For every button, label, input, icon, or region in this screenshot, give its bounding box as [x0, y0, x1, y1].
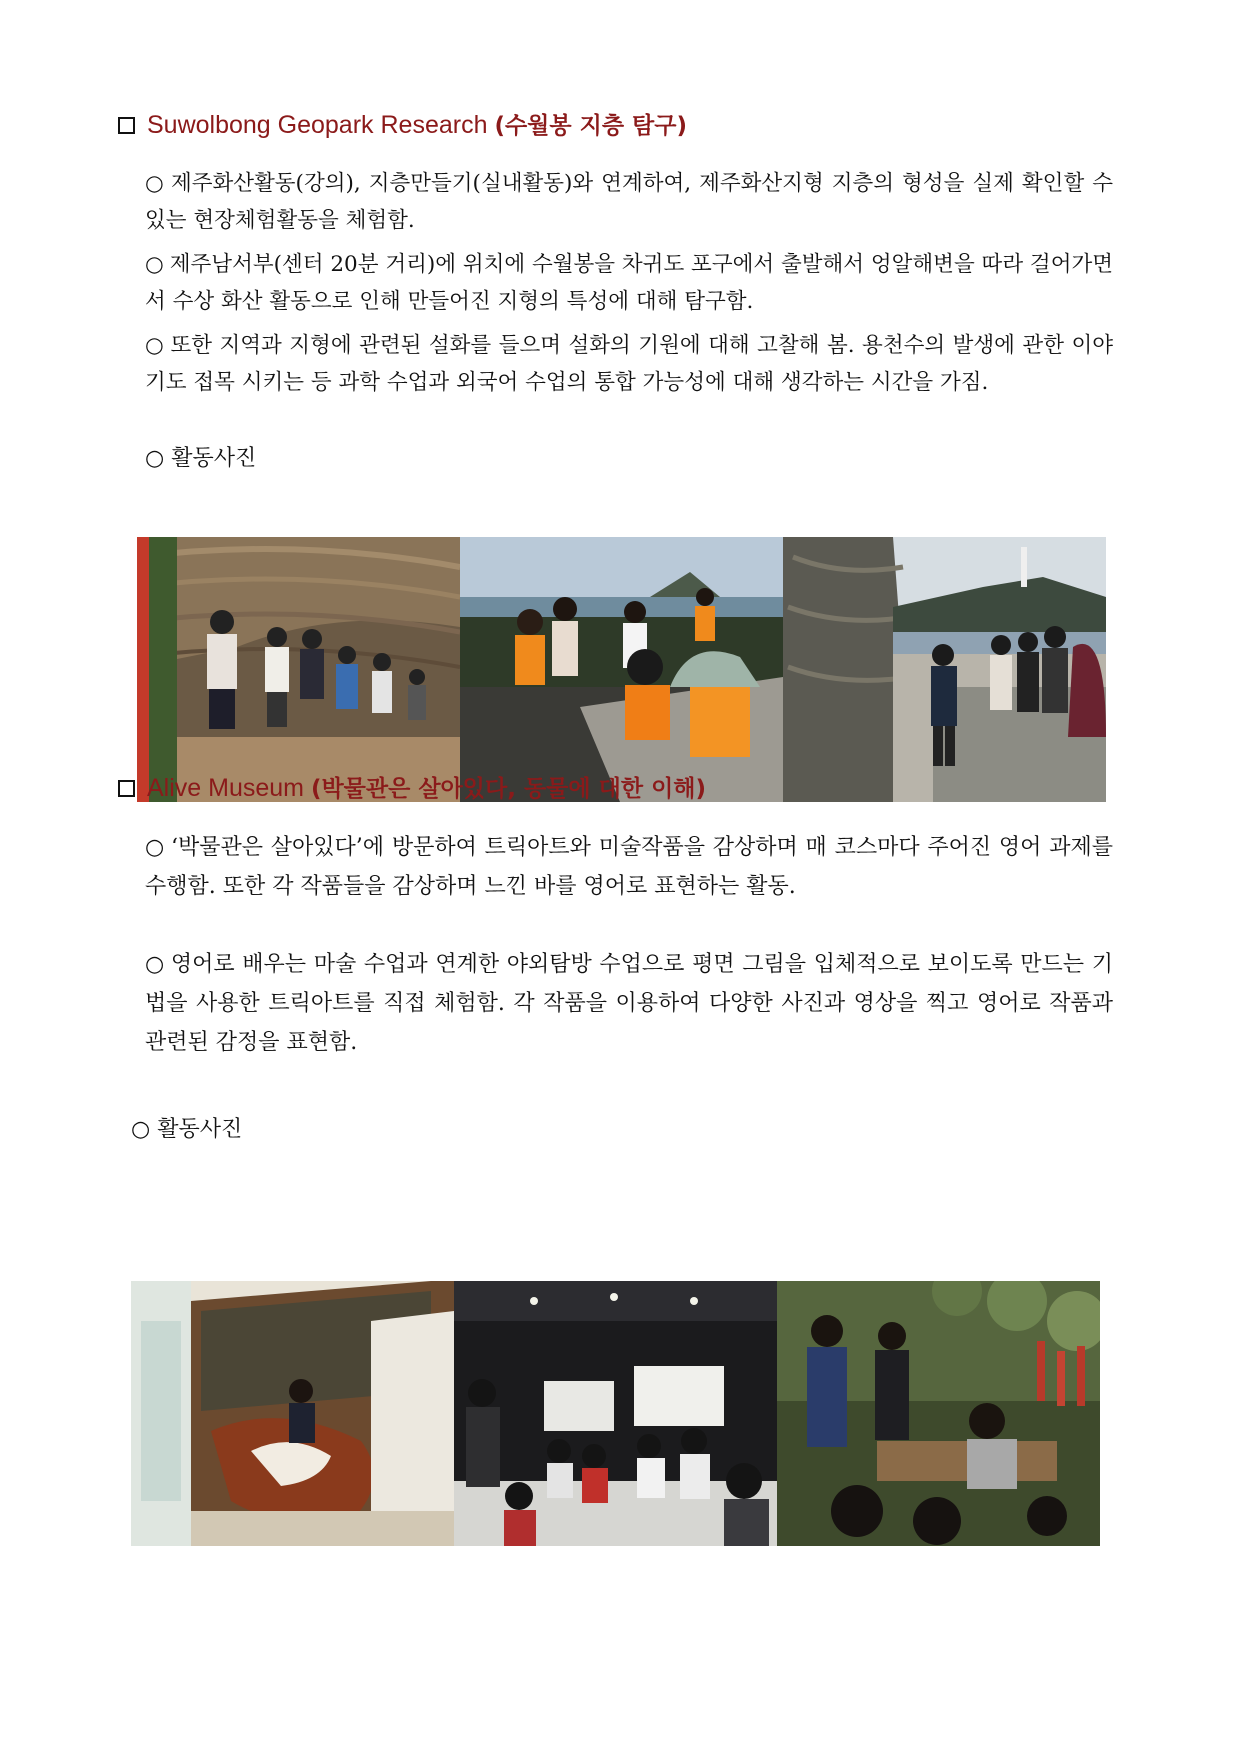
paragraph-text: 영어로 배우는 마술 수업과 연계한 야외탐방 수업으로 평면 그림을 입체적으로 보이도록 만드는 기법을 사용한 트릭아트를 직접 체험함. 각 작품을 이용하여 다양한 사진과 영상을 찍고 영어로 작품과 관련된 감정을 표현함. [145, 952, 1113, 1055]
section-1-photo-row [137, 537, 1106, 802]
photo-label-text: 활동사진 [171, 446, 257, 471]
photo-rocks-students [460, 537, 783, 802]
section-1-title-ko: (수월봉 지층 탐구) [494, 113, 688, 139]
photo-label-text: 활동사진 [157, 1117, 243, 1142]
bullet-icon: ○ [131, 1117, 151, 1142]
paragraph-text: 또한 지역과 지형에 관련된 설화를 들으며 설화의 기원에 대해 고찰해 봄. 용천수의 발생에 관한 이야기도 접목 시키는 등 과학 수업과 외국어 수업의 통합 가능성에 대해 생각하는 시간을 가짐. [145, 333, 1114, 395]
photo-dark-room-students [454, 1281, 777, 1546]
section-2-photo-label [131, 1112, 242, 1143]
checkbox-square-icon [118, 117, 135, 134]
photo-teacher-coast [783, 537, 1106, 802]
section-2-paragraph-2 [145, 945, 1113, 1062]
bullet-icon: ○ [145, 952, 165, 977]
section-1-paragraph-1 [145, 165, 1113, 239]
section-1-paragraph-3 [145, 327, 1113, 401]
section-2-title-ko: (박물관은 살아있다, 동물에 대한 이해) [310, 776, 707, 802]
section-2-title-en: Alive Museum [147, 774, 304, 802]
paragraph-text: 제주화산활동(강의), 지층만들기(실내활동)와 연계하여, 제주화산지형 지층의 형성을 실제 확인할 수 있는 현장체험활동을 체험함. [145, 171, 1113, 233]
photo-trick-art-bull [131, 1281, 454, 1546]
section-2-title [118, 770, 706, 803]
section-1-title-en: Suwolbong Geopark Research [147, 111, 488, 139]
checkbox-square-icon [118, 780, 135, 797]
section-1-photo-label [145, 441, 256, 472]
bullet-icon: ○ [145, 835, 165, 860]
paragraph-text: 제주남서부(센터 20분 거리)에 위치에 수월봉을 차귀도 포구에서 출발해서 엉알해변을 따라 걸어가면서 수상 화산 활동으로 인해 만들어진 지형의 특성에 대해 탐구함. [145, 252, 1114, 314]
bullet-icon: ○ [145, 333, 165, 358]
photo-cliff-students [137, 537, 460, 802]
section-2-paragraph-1 [145, 828, 1113, 906]
bullet-icon: ○ [145, 446, 165, 471]
section-1-paragraph-2 [145, 246, 1113, 320]
bullet-icon: ○ [145, 171, 165, 196]
section-1-title [118, 107, 687, 140]
paragraph-text: ‘박물관은 살아있다’에 방문하여 트릭아트와 미술작품을 감상하며 매 코스마다 주어진 영어 과제를 수행함. 또한 각 작품들을 감상하며 느낀 바를 영어로 표현하는 활동. [145, 835, 1113, 899]
photo-forest-room [777, 1281, 1100, 1546]
section-2-photo-row [131, 1281, 1100, 1546]
bullet-icon: ○ [145, 252, 164, 277]
